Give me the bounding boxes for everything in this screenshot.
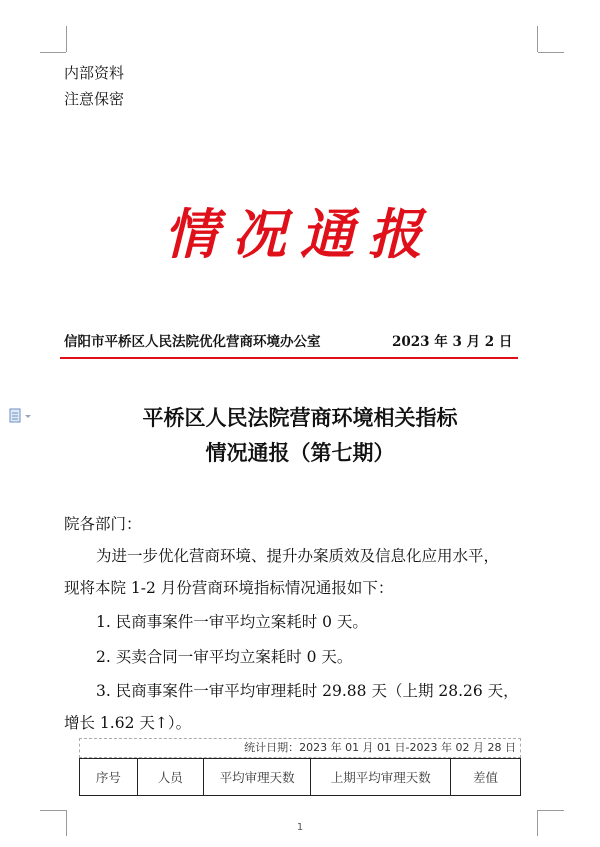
- confidential-label: 内部资料: [64, 64, 125, 82]
- crop-mark: [40, 810, 66, 811]
- crop-mark: [66, 26, 67, 52]
- table-header-cell: 平均审理天数: [203, 759, 311, 796]
- list-item: 2. 买卖合同一审平均立案耗时 0 天。: [96, 648, 353, 666]
- intro-paragraph: 为进一步优化营商环境、提升办案质效及信息化应用水平，: [96, 547, 500, 565]
- stat-period: 统计日期：2023 年 01 月 01 日-2023 年 02 月 28 日: [79, 738, 521, 758]
- red-divider: [60, 357, 518, 359]
- crop-mark: [537, 26, 538, 52]
- table-header-cell: 差值: [451, 759, 521, 796]
- crop-mark: [40, 52, 66, 53]
- table-header-cell: 人员: [137, 759, 203, 796]
- page-number: 1: [296, 822, 304, 833]
- document-title: 平桥区人民法院营商环境相关指标: [142, 405, 458, 430]
- table-header-cell: 序号: [80, 759, 138, 796]
- document-subtitle: 情况通报（第七期）: [205, 440, 395, 465]
- masthead-title: 情况通报: [164, 202, 436, 266]
- crop-mark: [538, 52, 564, 53]
- issuer-name: 信阳市平桥区人民法院优化营商环境办公室: [64, 334, 321, 350]
- intro-paragraph: 现将本院 1-2 月份营商环境指标情况通报如下：: [64, 579, 394, 597]
- list-item: 增长 1.62 天↑）。: [64, 714, 192, 732]
- crop-mark: [538, 810, 564, 811]
- table-header-cell: 上期平均审理天数: [311, 759, 451, 796]
- list-item: 1. 民商事案件一审平均立案耗时 0 天。: [96, 613, 368, 631]
- stats-table-container: [79, 738, 521, 796]
- issue-date: 2023 年 3 月 2 日: [392, 334, 513, 350]
- stats-table: [79, 758, 521, 796]
- confidential-note: 注意保密: [64, 90, 125, 108]
- table-header-row: [80, 759, 521, 796]
- list-item: 3. 民商事案件一审平均审理耗时 29.88 天（上期 28.26 天，: [96, 682, 519, 700]
- addressee: 院各部门：: [64, 515, 142, 533]
